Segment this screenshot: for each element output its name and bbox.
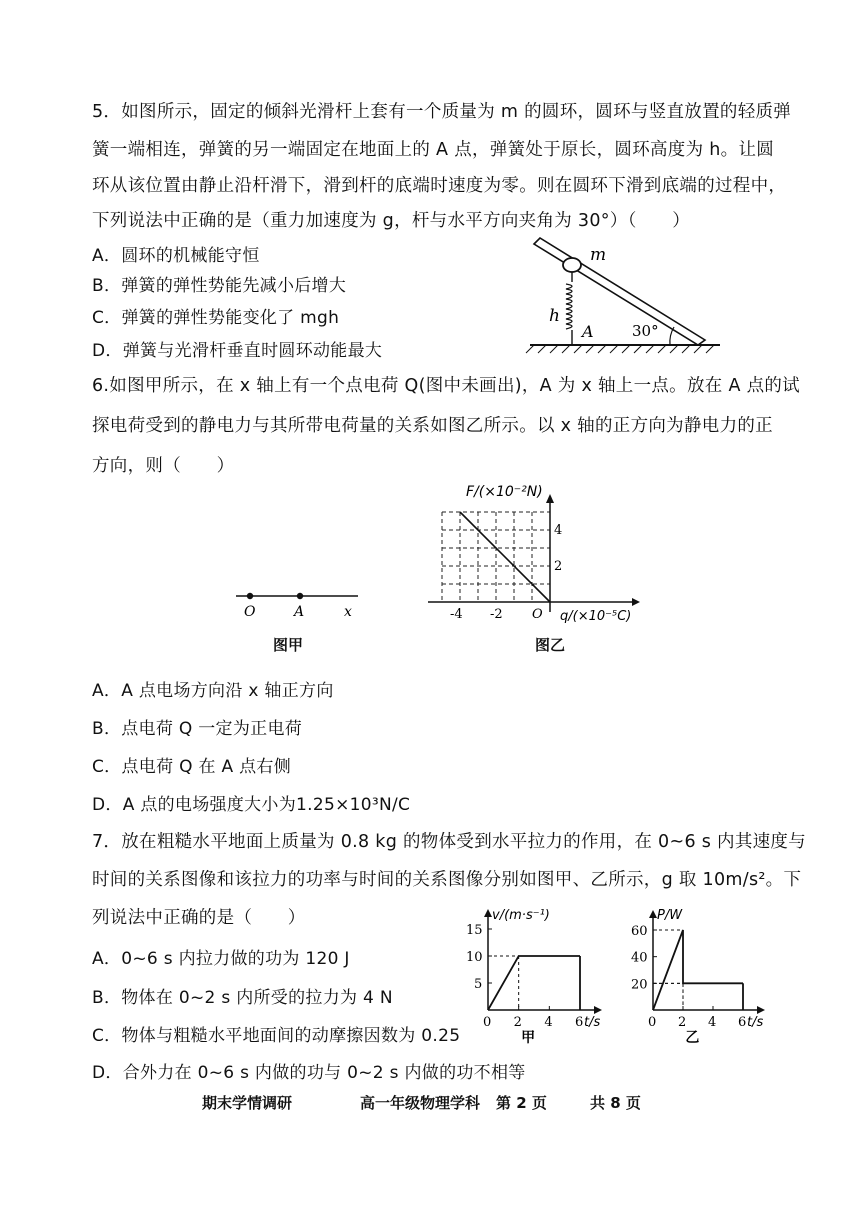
q7-option-a: A．0~6 s 内拉力做的功为 120 J xyxy=(92,949,350,969)
q5-point-label: A xyxy=(582,322,594,341)
q5-line: 环从该位置由静止沿杆滑下，滑到杆的底端时速度为零。则在圆环下滑到底端的过程中， xyxy=(92,176,787,196)
q5-line: 簧一端相连，弹簧的另一端固定在地面上的 A 点，弹簧处于原长，圆环高度为 h。让圆 xyxy=(92,140,775,160)
q5-line: 下列说法中正确的是（重力加速度为 g，杆与水平方向夹角为 30°）（ ） xyxy=(92,211,691,231)
q6-option-d: D．A 点的电场强度大小为1.25×10³N/C xyxy=(92,795,411,815)
q7-line: 时间的关系图像和该拉力的功率与时间的关系图像分别如图甲、乙所示，g 取 10m/s²。下 xyxy=(92,870,802,890)
q6-option-a: A．A 点电场方向沿 x 轴正方向 xyxy=(92,681,334,701)
q7-velocity-chart xyxy=(455,905,620,1045)
y-tick-label: 15 xyxy=(466,923,483,938)
chart-caption: 甲 xyxy=(521,1030,536,1045)
q5-line: 5．如图所示，固定的倾斜光滑杆上套有一个质量为 m 的圆环，圆环与竖直放置的轻质弹 xyxy=(92,102,792,122)
x-axis-arrow xyxy=(757,1006,765,1014)
q6-option-c: C．点电荷 Q 在 A 点右侧 xyxy=(92,757,291,777)
q7-line: 列说法中正确的是（ ） xyxy=(92,908,306,928)
x-tick-label: 4 xyxy=(708,1015,717,1030)
y-axis-label: P/W xyxy=(657,908,683,923)
x-tick-label: 6 xyxy=(575,1015,584,1030)
footer-subject: 高一年级物理学科 xyxy=(360,1094,481,1112)
q5-incline-figure xyxy=(520,232,730,362)
q6-point-label: A xyxy=(294,604,305,620)
q6-yi-xlabel: q/(×10⁻⁵C) xyxy=(560,609,632,624)
y-tick-label: 40 xyxy=(631,950,648,966)
q5-option-d: D．弹簧与光滑杆垂直时圆环动能最大 xyxy=(92,341,383,361)
q6-caption-jia: 图甲 xyxy=(273,636,304,654)
footer-page-number: 第 2 页 xyxy=(496,1094,547,1112)
q6-option-b: B．点电荷 Q 一定为正电荷 xyxy=(92,719,303,739)
q5-angle-label: 30° xyxy=(632,322,659,340)
q7-power-chart xyxy=(625,905,775,1045)
q6-figure-yi xyxy=(428,476,648,626)
q6-yi-ylabel: F/(×10⁻²N) xyxy=(466,484,543,500)
q6-line: 6.如图甲所示，在 x 轴上有一个点电荷 Q(图中未画出)，A 为 x 轴上一点。放在 A 点的试 xyxy=(92,376,800,396)
y-tick-label: 10 xyxy=(466,950,483,965)
q6-yi-xtick: -4 xyxy=(450,607,463,622)
q7-option-d: D．合外力在 0~6 s 内做的功与 0~2 s 内做的功不相等 xyxy=(92,1063,526,1083)
q7-line: 7．放在粗糙水平地面上质量为 0.8 kg 的物体受到水平拉力的作用，在 0~6 s 内其速度与 xyxy=(92,832,807,852)
q5-height-label: h xyxy=(549,306,560,326)
y-axis-arrow xyxy=(484,909,492,917)
x-tick-label: 4 xyxy=(544,1015,553,1030)
q6-line: 探电荷受到的静电力与其所带电荷量的关系如图乙所示。以 x 轴的正方向为静电力的正 xyxy=(92,416,773,436)
footer-exam-title: 期末学情调研 xyxy=(202,1094,293,1112)
x-axis-label: t/s xyxy=(584,1015,601,1030)
q7-option-b: B．物体在 0~2 s 内所受的拉力为 4 N xyxy=(92,988,393,1008)
q6-yi-origin: O xyxy=(532,607,543,622)
q5-option-a: A．圆环的机械能守恒 xyxy=(92,246,260,266)
footer-page-total: 共 8 页 xyxy=(590,1094,641,1112)
q5-mass-label: m xyxy=(590,245,607,265)
y-axis-label: v/(m·s⁻¹) xyxy=(492,908,550,923)
q6-yi-xtick: -2 xyxy=(490,607,503,622)
x-tick-label: 6 xyxy=(738,1015,747,1030)
y-tick-label: 20 xyxy=(631,977,648,993)
q6-origin-label: O xyxy=(244,604,256,620)
y-tick-label: 5 xyxy=(474,977,483,992)
q6-line: 方向，则（ ） xyxy=(92,456,235,476)
q5-option-b: B．弹簧的弹性势能先减小后增大 xyxy=(92,276,347,296)
x-tick-label: 2 xyxy=(678,1015,687,1030)
y-tick-label: 60 xyxy=(631,924,648,939)
chart-caption: 乙 xyxy=(685,1030,700,1045)
x-axis-label: t/s xyxy=(747,1015,764,1030)
series-line xyxy=(653,930,743,1010)
q6-caption-yi: 图乙 xyxy=(535,636,566,654)
x-tick-label: 0 xyxy=(648,1015,657,1030)
q6-yi-ytick: 4 xyxy=(554,523,563,538)
q7-option-c: C．物体与粗糙水平地面间的动摩擦因数为 0.25 xyxy=(92,1026,461,1046)
series-line xyxy=(488,956,580,1010)
q6-figure-jia xyxy=(228,586,368,622)
x-axis-arrow xyxy=(594,1006,602,1014)
q6-yi-ytick: 2 xyxy=(554,559,563,574)
x-tick-label: 0 xyxy=(483,1015,492,1030)
x-tick-label: 2 xyxy=(513,1015,522,1030)
q6-axis-label: x xyxy=(344,604,352,620)
y-axis-arrow xyxy=(649,910,657,918)
q5-option-c: C．弹簧的弹性势能变化了 mgh xyxy=(92,308,340,328)
